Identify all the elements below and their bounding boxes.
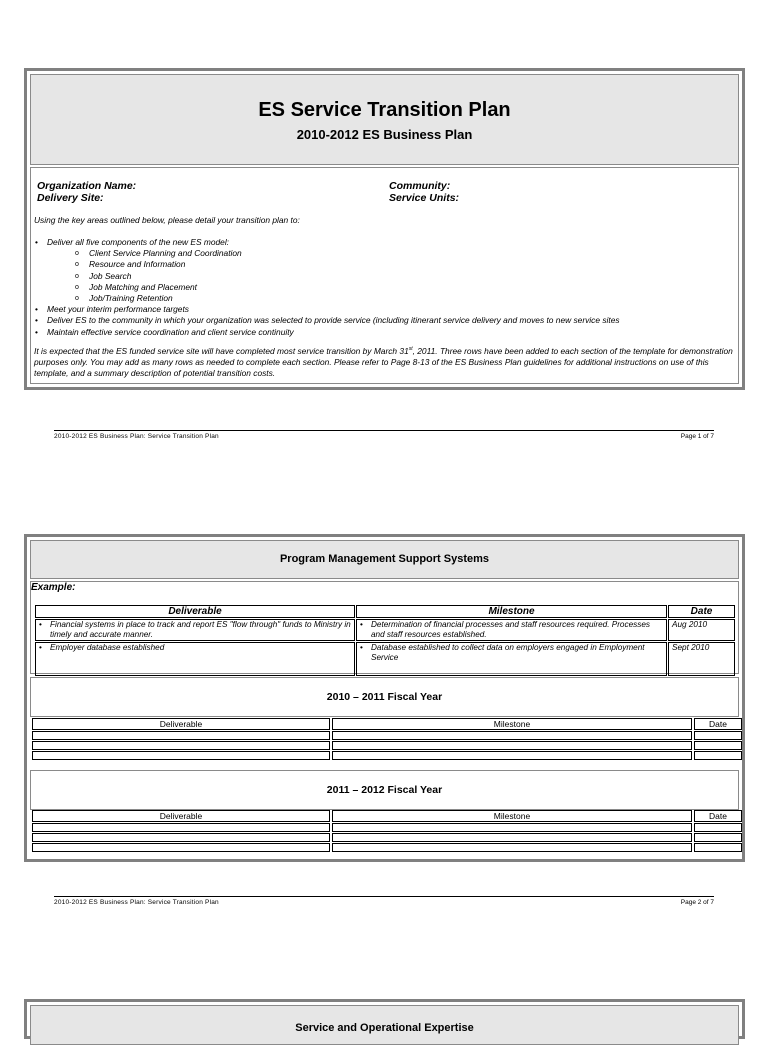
fiscal-year-table-2011 [30, 809, 744, 853]
plan-header-box [24, 68, 745, 390]
list-item: • Meet your interim performance targets [34, 304, 620, 315]
fiscal-year-table-2010 [30, 717, 744, 761]
footer-title: 2010-2012 ES Business Plan: Service Transition Plan [54, 433, 219, 440]
instructions-area [30, 167, 739, 384]
table-header-row [35, 605, 735, 618]
list-item: • Maintain effective service coordination and client service continuity [34, 327, 620, 338]
column-header-date: Date [668, 605, 735, 618]
table-cell[interactable] [332, 731, 692, 740]
document-subtitle: 2010-2012 ES Business Plan [296, 127, 473, 142]
document-title: ES Service Transition Plan [258, 99, 511, 121]
section-header-bar [30, 1005, 739, 1045]
column-header-milestone: Milestone [332, 718, 692, 730]
column-header-deliverable: Deliverable [35, 605, 355, 618]
column-header-milestone: Milestone [332, 810, 692, 822]
table-cell[interactable] [332, 833, 692, 842]
fiscal-year-header-2011 [30, 770, 739, 810]
fiscal-year-title: 2010 – 2011 Fiscal Year [326, 691, 443, 703]
title-area [30, 74, 739, 165]
section-title: Program Management Support Systems [30, 540, 739, 579]
table-cell[interactable] [332, 741, 692, 750]
organization-name-label: Organization Name: [37, 180, 137, 192]
table-row [32, 751, 742, 760]
table-cell[interactable] [332, 751, 692, 760]
table-row [32, 741, 742, 750]
table-cell[interactable] [694, 751, 742, 760]
list-item: • Deliver ES to the community in which your organization was selected to provide service (including itinerant service delivery and moves to new service sites [34, 315, 620, 326]
intro-text: Using the key areas outlined below, please detail your transition plan to: [34, 215, 300, 225]
table-row [35, 642, 735, 676]
table-cell[interactable] [694, 843, 742, 852]
fiscal-year-title: 2011 – 2012 Fiscal Year [326, 784, 443, 796]
table-cell: • Financial systems in place to track and report ES "flow through" funds to Ministry in timely and accurate manner. [39, 620, 351, 640]
table-cell: • Determination of financial processes and staff resources required. Processes and staff resources established. [360, 620, 663, 640]
service-units-label: Service Units: [389, 192, 460, 204]
table-cell[interactable] [694, 833, 742, 842]
table-cell: • Database established to collect data on employers engaged in Employment Service [360, 643, 663, 663]
page-footer [54, 896, 714, 909]
list-item: o Job Search [74, 271, 620, 282]
table-cell[interactable] [32, 843, 330, 852]
table-cell[interactable] [32, 751, 330, 760]
column-header-deliverable: Deliverable [32, 718, 330, 730]
component-list [47, 248, 620, 304]
example-table [34, 604, 736, 677]
table-cell[interactable] [694, 823, 742, 832]
table-cell[interactable] [32, 823, 330, 832]
list-item: o Client Service Planning and Coordination [74, 248, 620, 259]
service-expertise-section [24, 999, 745, 1039]
fiscal-year-header-2010 [30, 677, 739, 717]
footer-title: 2010-2012 ES Business Plan: Service Transition Plan [54, 899, 219, 906]
program-management-section [24, 534, 745, 862]
page-number: Page 2 of 7 [680, 899, 714, 906]
table-header-row [32, 718, 742, 730]
delivery-site-label: Delivery Site: [37, 192, 104, 204]
table-row [32, 843, 742, 852]
table-row [35, 619, 735, 641]
community-label: Community: [389, 180, 451, 192]
list-item: o Resource and Information [74, 259, 620, 270]
page-number: Page 1 of 7 [680, 433, 714, 440]
column-header-deliverable: Deliverable [32, 810, 330, 822]
section-title: Service and Operational Expertise [295, 1022, 474, 1034]
table-cell[interactable] [694, 741, 742, 750]
column-header-milestone: Milestone [356, 605, 667, 618]
table-cell: • Employer database established [39, 643, 351, 653]
table-cell[interactable] [32, 741, 330, 750]
table-cell: Aug 2010 [668, 619, 735, 641]
column-header-date: Date [694, 810, 742, 822]
transition-bullet-list [34, 237, 620, 338]
list-item: o Job Matching and Placement [74, 282, 620, 293]
table-cell[interactable] [32, 731, 330, 740]
table-cell: Sept 2010 [668, 642, 735, 676]
example-label: Example: [31, 582, 76, 593]
expectation-paragraph: It is expected that the ES funded service site will have completed most service transition by March 31st, 2011. Three rows have been added to each section of the template for demonstration purposes only. You may add as many rows as needed to complete each section. Please refer to Page 8-13 of the ES Business Plan guidelines for additional instructions on use of this template, and a summary description of potential transition costs. [34, 345, 733, 379]
table-cell[interactable] [332, 843, 692, 852]
table-cell[interactable] [332, 823, 692, 832]
table-header-row [32, 810, 742, 822]
table-row [32, 823, 742, 832]
list-item: o Job/Training Retention [74, 293, 620, 304]
table-cell[interactable] [32, 833, 330, 842]
column-header-date: Date [694, 718, 742, 730]
page-footer [54, 430, 714, 443]
list-item: • Deliver all five components of the new ES model: o Client Service Planning and Coordination o Resource and Information o Job Search o Job Matching and Placement o Job/Training Retention [34, 237, 620, 304]
table-row [32, 731, 742, 740]
table-cell[interactable] [694, 731, 742, 740]
table-row [32, 833, 742, 842]
